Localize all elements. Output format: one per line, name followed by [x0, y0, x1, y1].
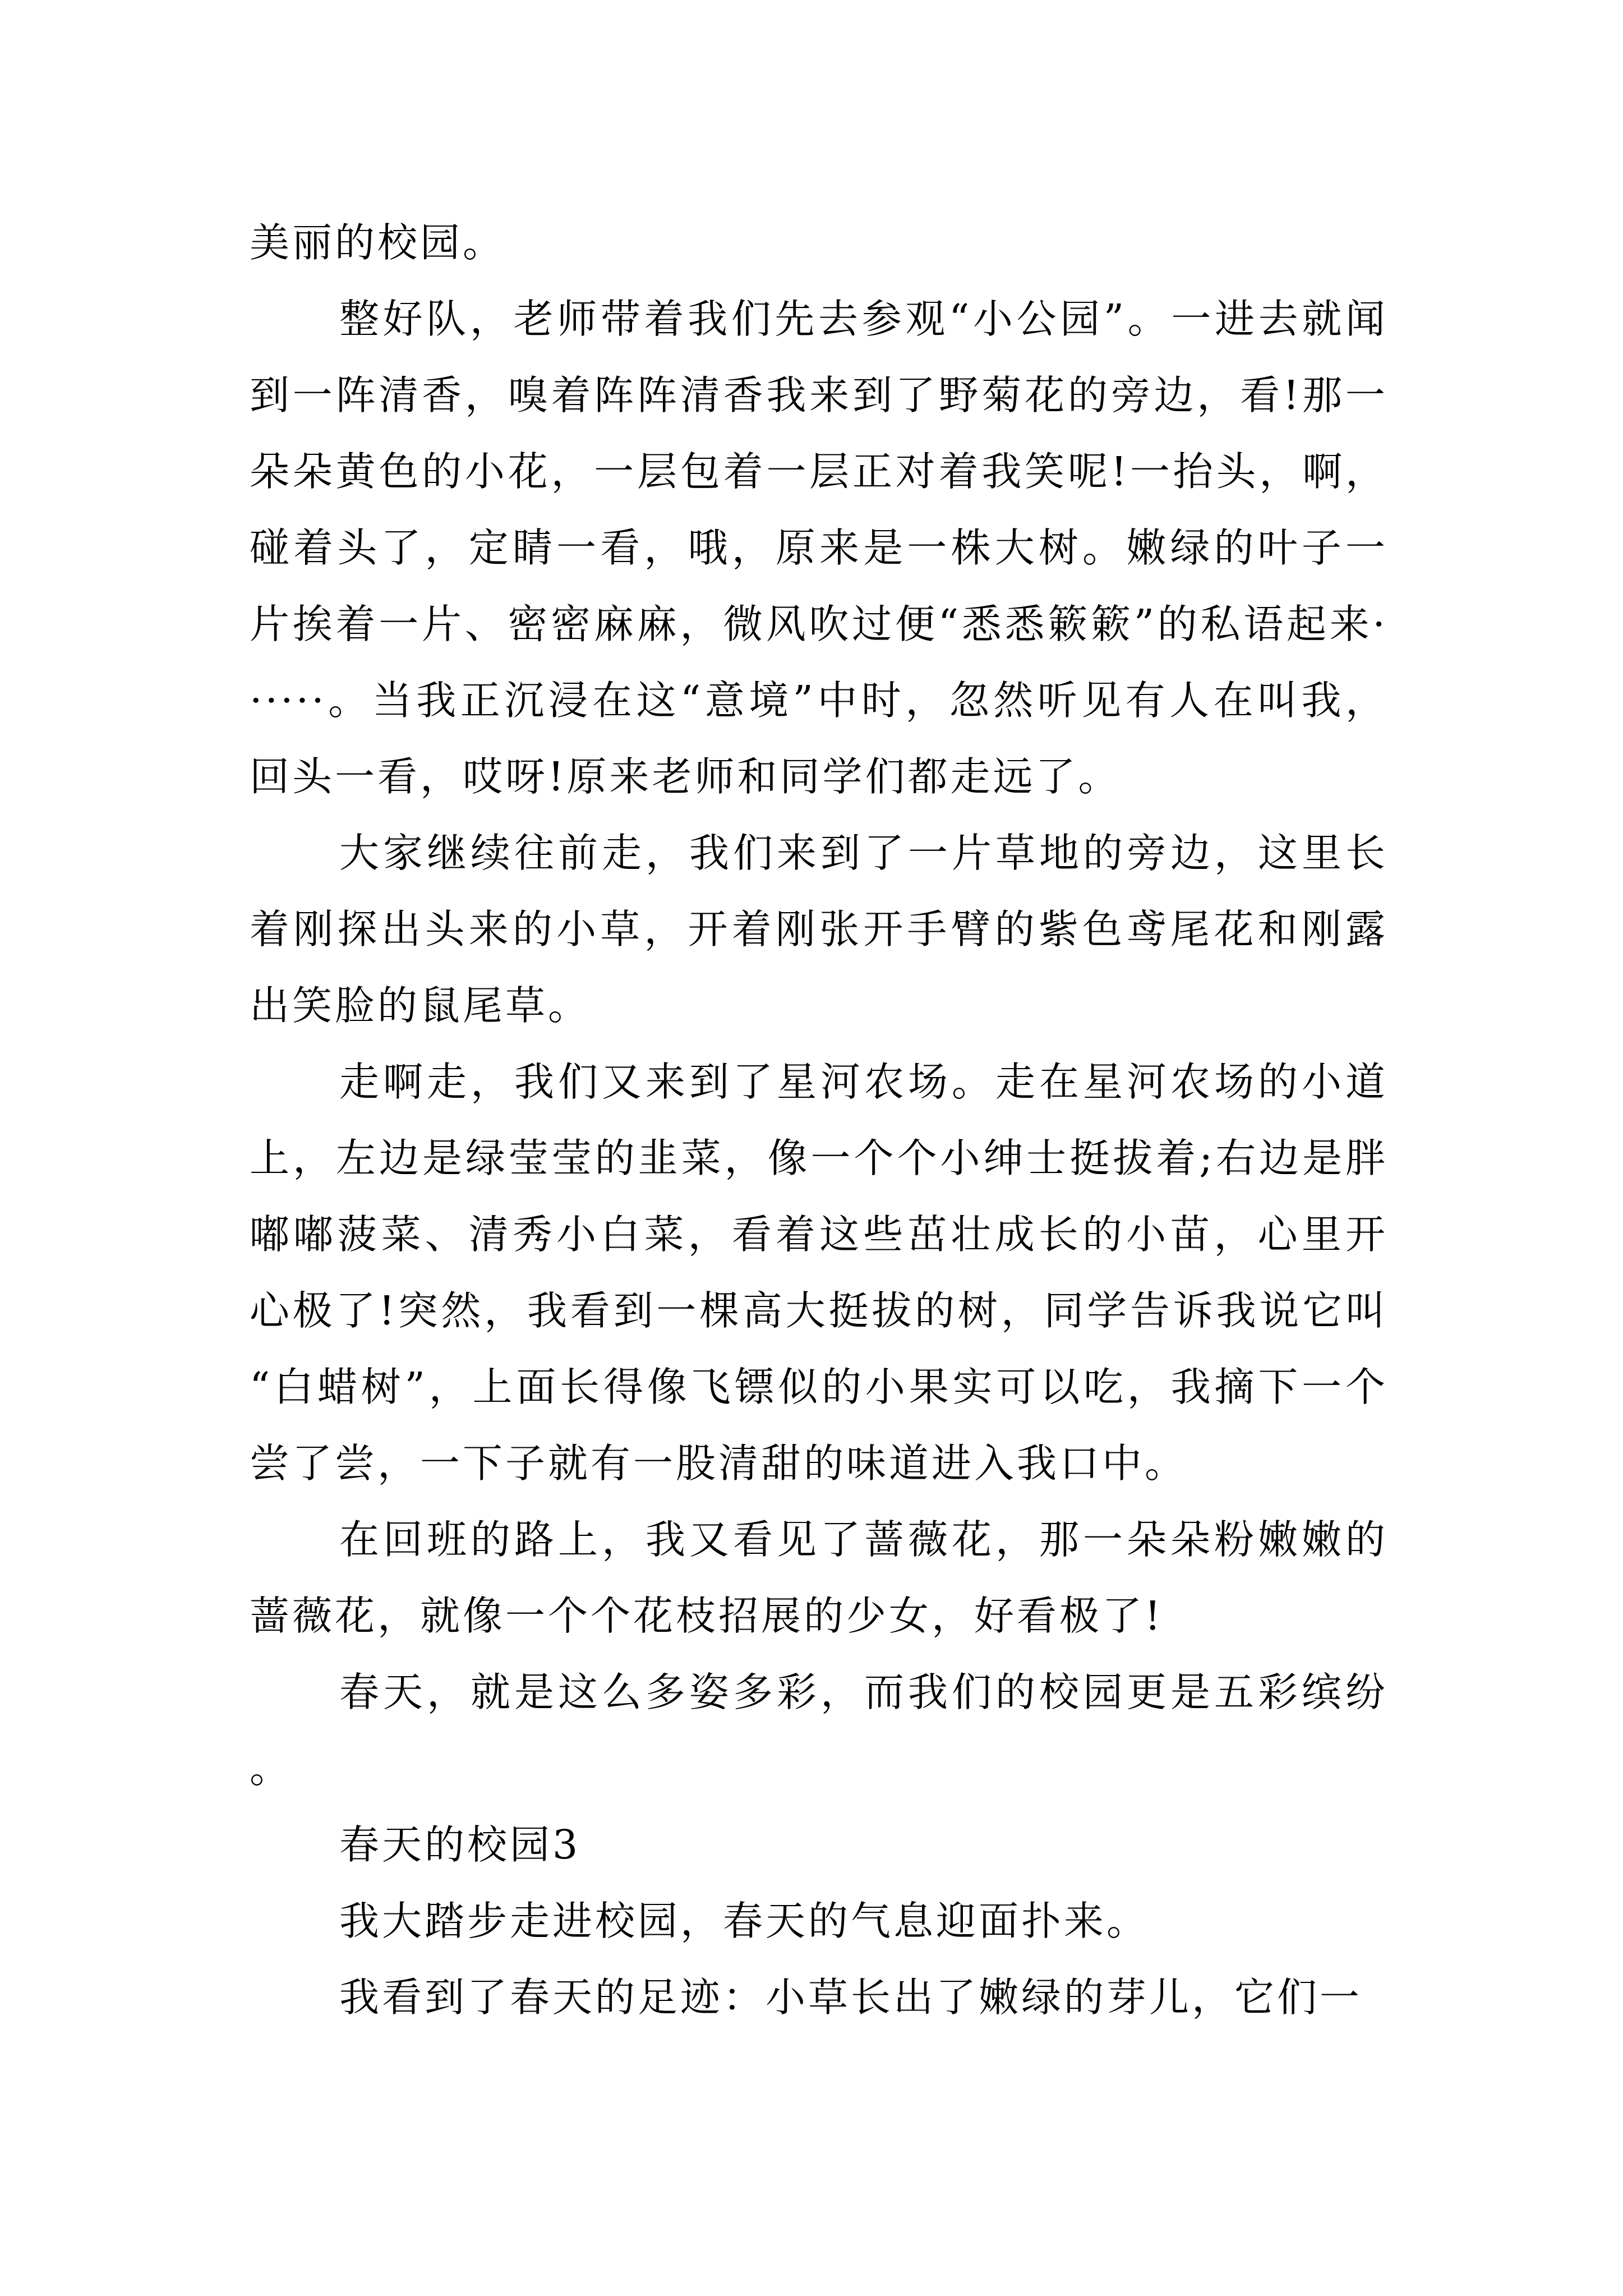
- paragraph: 整好队，老师带着我们先去参观“小公园”。一进去就闻到一阵清香，嗅着阵阵清香我来到了野菊花的旁边，看!那一朵朵黄色的小花，一层包着一层正对着我笑呢!一抬头，啊，碰着头了，定睛一看，哦，原来是一株大树。嫩绿的叶子一片挨着一片、密密麻麻，微风吹过便“悉悉簌簌”的私语起来······。当我正沉浸在这“意境”中时，忽然听见有人在叫我，回头一看，哎呀!原来老师和同学们都走远了。: [250, 296, 1388, 800]
- paragraph: 美丽的校园。: [250, 219, 506, 266]
- document-body: [250, 205, 1388, 2036]
- paragraph: 春天，就是这么多姿多彩，而我们的校园更是五彩缤纷。: [250, 1669, 1388, 1792]
- paragraph: 在回班的路上，我又看见了蔷薇花，那一朵朵粉嫩嫩的蔷薇花，就像一个个花枝招展的少女，好看极了!: [250, 1516, 1388, 1639]
- paragraph: 我看到了春天的足迹：小草长出了嫩绿的芽儿，它们一: [339, 1974, 1363, 2021]
- paragraph: 大家继续往前走，我们来到了一片草地的旁边，这里长着刚探出头来的小草，开着刚张开手臂的紫色鸢尾花和刚露出笑脸的鼠尾草。: [250, 830, 1388, 1029]
- paragraph: 我大踏步走进校园，春天的气息迎面扑来。: [339, 1898, 1150, 1944]
- paragraph: 走啊走，我们又来到了星河农场。走在星河农场的小道上，左边是绿莹莹的韭菜，像一个个小绅士挺拔着;右边是胖嘟嘟菠菜、清秀小白菜，看着这些茁壮成长的小苗，心里开心极了!突然，我看到一棵高大挺拔的树，同学告诉我说它叫“白蜡树”，上面长得像飞镖似的小果实可以吃，我摘下一个尝了尝，一下子就有一股清甜的味道进入我口中。: [250, 1059, 1388, 1487]
- section-heading: 春天的校园3: [339, 1821, 581, 1868]
